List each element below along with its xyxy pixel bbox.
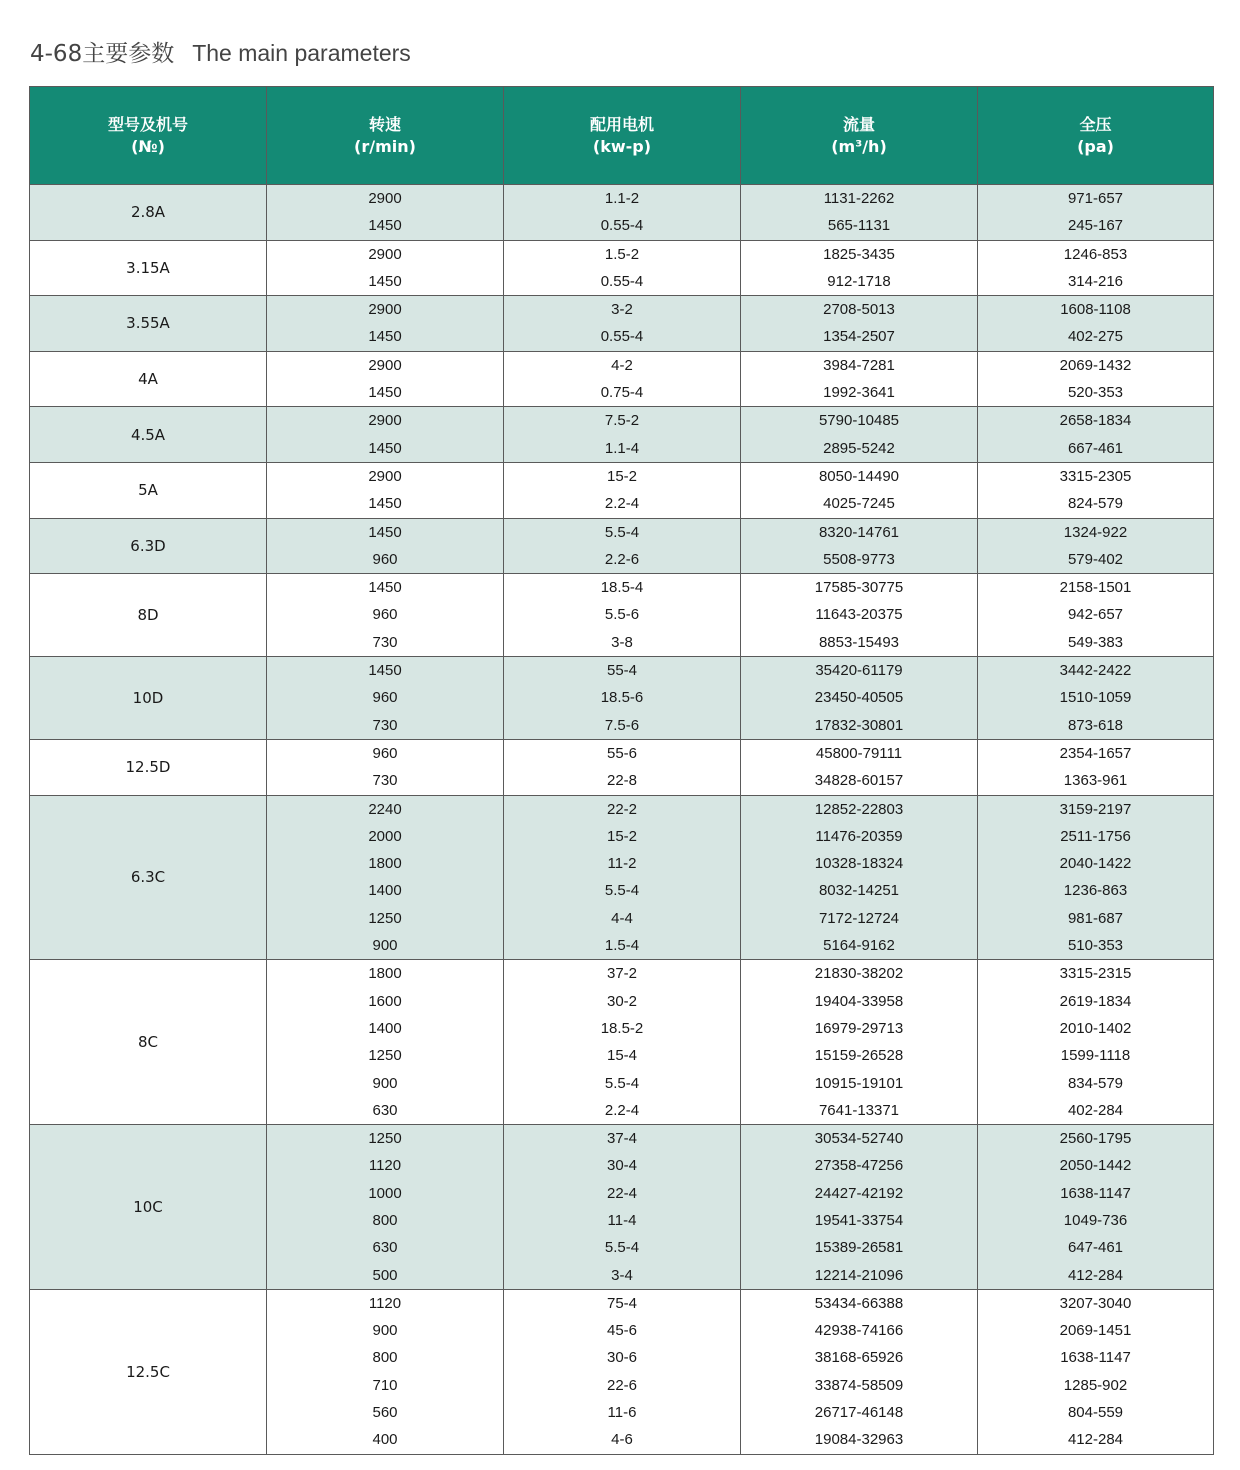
flow-value: 53434-66388 xyxy=(814,1294,904,1312)
pressure-value: 3159-2197 xyxy=(1059,800,1132,818)
model-cell: 8D xyxy=(30,574,267,657)
speed-cell xyxy=(267,518,504,574)
motor-cell xyxy=(504,407,741,463)
pressure-value: 667-461 xyxy=(1067,439,1124,457)
pressure-value: 2069-1432 xyxy=(1059,356,1132,374)
speed-cell xyxy=(267,574,504,657)
page-title xyxy=(30,36,411,70)
model-cell: 12.5D xyxy=(30,739,267,795)
table-row xyxy=(30,351,1214,407)
model-cell: 3.55A xyxy=(30,296,267,352)
table-row xyxy=(30,462,1214,518)
speed-value: 1250 xyxy=(368,1047,402,1065)
motor-value: 30-2 xyxy=(606,992,638,1010)
flow-cell xyxy=(741,574,978,657)
speed-value: 710 xyxy=(372,1376,398,1394)
speed-cell xyxy=(267,185,504,241)
table-row xyxy=(30,574,1214,657)
table-row xyxy=(30,407,1214,463)
header-speed-unit: (r/min) xyxy=(354,136,416,156)
motor-value: 22-2 xyxy=(606,800,638,818)
motor-cell xyxy=(504,518,741,574)
speed-value: 960 xyxy=(372,606,398,624)
table-row xyxy=(30,1125,1214,1290)
speed-cell xyxy=(267,657,504,740)
speed-value: 2000 xyxy=(368,827,402,845)
motor-value: 3-8 xyxy=(611,633,633,651)
motor-value: 1.1-2 xyxy=(604,190,640,207)
pressure-cell xyxy=(978,1125,1214,1290)
header-pressure xyxy=(978,87,1214,185)
motor-value: 7.5-2 xyxy=(604,412,640,430)
speed-value: 1400 xyxy=(368,882,402,900)
page-title-cn: 4-68主要参数 xyxy=(30,41,175,67)
pressure-value: 1363-961 xyxy=(1063,772,1128,790)
motor-value: 45-6 xyxy=(606,1322,638,1340)
motor-value: 2.2-4 xyxy=(604,1101,640,1119)
pressure-cell xyxy=(978,795,1214,960)
speed-value: 1450 xyxy=(368,217,402,235)
model-cell: 10C xyxy=(30,1125,267,1290)
flow-cell xyxy=(741,1289,978,1454)
motor-value: 11-2 xyxy=(607,855,637,873)
speed-value: 1450 xyxy=(368,662,402,680)
motor-value: 30-4 xyxy=(606,1157,638,1175)
table-row xyxy=(30,795,1214,960)
pressure-value: 1246-853 xyxy=(1063,245,1128,263)
flow-value: 8853-15493 xyxy=(818,633,900,651)
speed-value: 2900 xyxy=(368,356,402,374)
flow-value: 565-1131 xyxy=(827,217,891,235)
speed-value: 1250 xyxy=(368,1130,402,1148)
motor-value: 11-6 xyxy=(607,1404,637,1422)
flow-cell xyxy=(741,407,978,463)
flow-value: 3984-7281 xyxy=(823,356,895,374)
speed-value: 1800 xyxy=(368,855,402,873)
model-cell: 4.5A xyxy=(30,407,267,463)
motor-cell xyxy=(504,795,741,960)
motor-value: 0.55-4 xyxy=(600,217,644,235)
pressure-cell xyxy=(978,407,1214,463)
motor-value: 15-4 xyxy=(606,1047,638,1065)
pressure-cell xyxy=(978,739,1214,795)
pressure-value: 3315-2315 xyxy=(1059,965,1132,983)
motor-value: 22-6 xyxy=(606,1376,638,1394)
header-model xyxy=(30,87,267,185)
header-pressure-unit: (pa) xyxy=(1077,136,1114,156)
speed-value: 1450 xyxy=(368,439,402,457)
motor-value: 5.5-6 xyxy=(604,606,640,624)
motor-value: 7.5-6 xyxy=(604,716,640,734)
flow-value: 15389-26581 xyxy=(814,1239,904,1257)
flow-value: 15159-26528 xyxy=(814,1047,904,1065)
pressure-value: 1638-1147 xyxy=(1060,1184,1131,1202)
speed-value: 2900 xyxy=(368,190,402,207)
speed-value: 900 xyxy=(372,937,398,955)
speed-cell xyxy=(267,351,504,407)
flow-value: 19541-33754 xyxy=(814,1211,904,1229)
parameters-table xyxy=(29,86,1214,1455)
pressure-value: 1599-1118 xyxy=(1060,1047,1131,1065)
pressure-cell xyxy=(978,657,1214,740)
table-row xyxy=(30,960,1214,1125)
motor-value: 18.5-4 xyxy=(600,579,644,597)
pressure-value: 2354-1657 xyxy=(1059,744,1132,762)
pressure-value: 824-579 xyxy=(1067,495,1124,513)
flow-cell xyxy=(741,657,978,740)
pressure-value: 981-687 xyxy=(1067,909,1124,927)
model-cell: 5A xyxy=(30,462,267,518)
motor-cell xyxy=(504,185,741,241)
flow-value: 4025-7245 xyxy=(823,495,895,513)
pressure-value: 3207-3040 xyxy=(1059,1294,1132,1312)
pressure-value: 2010-1402 xyxy=(1059,1019,1132,1037)
model-cell: 3.15A xyxy=(30,240,267,296)
speed-value: 1250 xyxy=(368,909,402,927)
pressure-value: 1608-1108 xyxy=(1060,301,1131,319)
table-body xyxy=(30,185,1214,1455)
header-speed xyxy=(267,87,504,185)
speed-value: 1450 xyxy=(368,328,402,346)
pressure-value: 402-284 xyxy=(1067,1101,1124,1119)
speed-value: 800 xyxy=(372,1349,398,1367)
flow-cell xyxy=(741,462,978,518)
flow-cell xyxy=(741,296,978,352)
flow-value: 11476-20359 xyxy=(815,827,903,845)
flow-cell xyxy=(741,1125,978,1290)
speed-value: 1450 xyxy=(368,384,402,402)
header-pressure-name: 全压 xyxy=(1079,114,1112,134)
flow-value: 8050-14490 xyxy=(818,467,900,485)
motor-cell xyxy=(504,1289,741,1454)
motor-value: 5.5-4 xyxy=(604,1239,640,1257)
pressure-value: 3315-2305 xyxy=(1059,467,1132,485)
pressure-cell xyxy=(978,351,1214,407)
motor-value: 0.55-4 xyxy=(600,272,644,290)
table-row xyxy=(30,518,1214,574)
motor-value: 15-2 xyxy=(606,827,638,845)
speed-cell xyxy=(267,795,504,960)
pressure-cell xyxy=(978,240,1214,296)
table-row xyxy=(30,657,1214,740)
speed-value: 730 xyxy=(372,633,398,651)
motor-value: 4-2 xyxy=(611,356,633,374)
pressure-value: 1236-863 xyxy=(1063,882,1128,900)
speed-cell xyxy=(267,1289,504,1454)
pressure-value: 1638-1147 xyxy=(1060,1349,1131,1367)
speed-cell xyxy=(267,296,504,352)
flow-value: 1992-3641 xyxy=(823,384,895,402)
flow-cell xyxy=(741,518,978,574)
pressure-value: 2560-1795 xyxy=(1059,1130,1132,1148)
motor-value: 22-4 xyxy=(606,1184,638,1202)
model-cell: 8C xyxy=(30,960,267,1125)
header-speed-name: 转速 xyxy=(368,114,401,134)
pressure-cell xyxy=(978,960,1214,1125)
flow-value: 17832-30801 xyxy=(814,716,904,734)
flow-value: 7641-13371 xyxy=(818,1101,900,1119)
flow-value: 19404-33958 xyxy=(814,992,904,1010)
speed-value: 1000 xyxy=(368,1184,402,1202)
motor-value: 2.2-6 xyxy=(604,550,640,568)
flow-value: 38168-65926 xyxy=(814,1349,904,1367)
speed-value: 800 xyxy=(372,1211,398,1229)
flow-value: 11643-20375 xyxy=(815,606,903,624)
flow-value: 21830-38202 xyxy=(814,965,904,983)
flow-value: 16979-29713 xyxy=(814,1019,904,1037)
pressure-value: 1324-922 xyxy=(1063,523,1128,541)
pressure-value: 2069-1451 xyxy=(1059,1322,1132,1340)
speed-value: 1450 xyxy=(368,523,402,541)
motor-value: 4-4 xyxy=(611,909,633,927)
speed-cell xyxy=(267,1125,504,1290)
pressure-value: 2658-1834 xyxy=(1059,412,1132,430)
model-cell: 4A xyxy=(30,351,267,407)
motor-cell xyxy=(504,296,741,352)
speed-value: 2900 xyxy=(368,301,402,319)
speed-value: 630 xyxy=(372,1101,398,1119)
header-motor-name: 配用电机 xyxy=(589,114,654,134)
flow-value: 42938-74166 xyxy=(814,1322,904,1340)
flow-value: 33874-58509 xyxy=(814,1376,904,1394)
motor-value: 30-6 xyxy=(606,1349,638,1367)
speed-value: 1450 xyxy=(368,579,402,597)
pressure-value: 3442-2422 xyxy=(1059,662,1132,680)
speed-value: 960 xyxy=(372,550,398,568)
model-cell: 12.5C xyxy=(30,1289,267,1454)
pressure-value: 834-579 xyxy=(1067,1074,1124,1092)
speed-value: 960 xyxy=(372,689,398,707)
header-motor-unit: (kw-p) xyxy=(592,136,652,156)
flow-value: 27358-47256 xyxy=(814,1157,904,1175)
flow-cell xyxy=(741,185,978,241)
pressure-value: 647-461 xyxy=(1067,1239,1124,1257)
pressure-value: 2511-1756 xyxy=(1060,827,1131,845)
pressure-value: 520-353 xyxy=(1067,384,1124,402)
pressure-value: 245-167 xyxy=(1067,217,1124,235)
table-row xyxy=(30,185,1214,241)
pressure-cell xyxy=(978,1289,1214,1454)
motor-value: 55-6 xyxy=(606,744,638,762)
flow-cell xyxy=(741,739,978,795)
pressure-value: 510-353 xyxy=(1067,937,1124,955)
pressure-value: 971-657 xyxy=(1067,190,1124,207)
speed-value: 2900 xyxy=(368,412,402,430)
speed-value: 1600 xyxy=(368,992,402,1010)
model-cell: 6.3D xyxy=(30,518,267,574)
pressure-value: 2158-1501 xyxy=(1059,579,1132,597)
motor-value: 5.5-4 xyxy=(604,1074,640,1092)
pressure-value: 314-216 xyxy=(1067,272,1124,290)
pressure-cell xyxy=(978,185,1214,241)
pressure-value: 402-275 xyxy=(1067,328,1124,346)
motor-value: 3-4 xyxy=(611,1266,633,1284)
speed-value: 960 xyxy=(372,744,398,762)
flow-value: 23450-40505 xyxy=(814,689,904,707)
flow-value: 5790-10485 xyxy=(818,412,900,430)
pressure-value: 1285-902 xyxy=(1063,1376,1128,1394)
flow-value: 30534-52740 xyxy=(814,1130,904,1148)
header-motor xyxy=(504,87,741,185)
motor-value: 1.1-4 xyxy=(604,439,640,457)
speed-value: 1800 xyxy=(368,965,402,983)
speed-value: 500 xyxy=(372,1266,398,1284)
table-row xyxy=(30,240,1214,296)
flow-value: 8032-14251 xyxy=(818,882,900,900)
pressure-cell xyxy=(978,518,1214,574)
flow-value: 7172-12724 xyxy=(818,909,900,927)
flow-value: 8320-14761 xyxy=(818,523,900,541)
model-cell: 6.3C xyxy=(30,795,267,960)
motor-value: 1.5-4 xyxy=(604,937,640,955)
table-header-row xyxy=(30,87,1214,185)
speed-value: 1120 xyxy=(368,1157,402,1175)
speed-value: 400 xyxy=(372,1431,398,1449)
speed-cell xyxy=(267,739,504,795)
motor-cell xyxy=(504,574,741,657)
model-cell: 10D xyxy=(30,657,267,740)
speed-cell xyxy=(267,407,504,463)
flow-value: 2708-5013 xyxy=(823,301,895,319)
pressure-value: 1049-736 xyxy=(1063,1211,1128,1229)
speed-value: 1450 xyxy=(368,272,402,290)
motor-cell xyxy=(504,739,741,795)
page-title-en: The main parameters xyxy=(192,40,411,66)
speed-value: 900 xyxy=(372,1322,398,1340)
speed-value: 1120 xyxy=(368,1294,402,1312)
speed-value: 730 xyxy=(372,772,398,790)
motor-cell xyxy=(504,462,741,518)
motor-cell xyxy=(504,657,741,740)
motor-value: 3-2 xyxy=(611,301,633,319)
motor-value: 11-4 xyxy=(607,1211,637,1229)
flow-value: 19084-32963 xyxy=(814,1431,904,1449)
table-row xyxy=(30,1289,1214,1454)
speed-cell xyxy=(267,240,504,296)
motor-value: 2.2-4 xyxy=(604,495,640,513)
motor-value: 4-6 xyxy=(611,1431,633,1449)
flow-value: 17585-30775 xyxy=(814,579,904,597)
flow-value: 26717-46148 xyxy=(814,1404,904,1422)
flow-cell xyxy=(741,795,978,960)
motor-value: 37-4 xyxy=(606,1130,638,1148)
flow-cell xyxy=(741,351,978,407)
header-flow-name: 流量 xyxy=(842,114,875,134)
flow-value: 45800-79111 xyxy=(815,744,903,762)
pressure-value: 873-618 xyxy=(1067,716,1124,734)
speed-value: 630 xyxy=(372,1239,398,1257)
flow-value: 34828-60157 xyxy=(814,772,904,790)
motor-value: 18.5-2 xyxy=(600,1019,644,1037)
flow-value: 10915-19101 xyxy=(814,1074,904,1092)
flow-value: 10328-18324 xyxy=(814,855,904,873)
speed-cell xyxy=(267,462,504,518)
motor-value: 5.5-4 xyxy=(604,882,640,900)
speed-value: 560 xyxy=(372,1404,398,1422)
speed-value: 900 xyxy=(372,1074,398,1092)
pressure-value: 412-284 xyxy=(1067,1431,1124,1449)
flow-value: 1354-2507 xyxy=(823,328,895,346)
motor-cell xyxy=(504,351,741,407)
speed-cell xyxy=(267,960,504,1125)
pressure-value: 2050-1442 xyxy=(1059,1157,1132,1175)
flow-value: 1131-2262 xyxy=(823,190,895,207)
speed-value: 730 xyxy=(372,716,398,734)
flow-value: 5508-9773 xyxy=(823,550,895,568)
flow-value: 2895-5242 xyxy=(823,439,895,457)
motor-cell xyxy=(504,240,741,296)
flow-value: 12852-22803 xyxy=(814,800,904,818)
pressure-cell xyxy=(978,296,1214,352)
header-flow xyxy=(741,87,978,185)
flow-cell xyxy=(741,240,978,296)
header-model-name: 型号及机号 xyxy=(107,114,188,134)
motor-value: 22-8 xyxy=(606,772,638,790)
flow-value: 12214-21096 xyxy=(814,1266,904,1284)
motor-value: 5.5-4 xyxy=(604,523,640,541)
pressure-value: 942-657 xyxy=(1067,606,1124,624)
motor-cell xyxy=(504,1125,741,1290)
header-flow-unit: (m³/h) xyxy=(831,136,887,156)
motor-value: 55-4 xyxy=(606,662,638,680)
motor-value: 0.75-4 xyxy=(600,384,644,402)
speed-value: 1450 xyxy=(368,495,402,513)
table-row xyxy=(30,296,1214,352)
speed-value: 2240 xyxy=(368,800,402,818)
pressure-value: 804-559 xyxy=(1067,1404,1124,1422)
pressure-value: 412-284 xyxy=(1067,1266,1124,1284)
flow-value: 912-1718 xyxy=(827,272,891,290)
pressure-value: 2619-1834 xyxy=(1059,992,1132,1010)
pressure-value: 2040-1422 xyxy=(1059,855,1132,873)
motor-value: 1.5-2 xyxy=(604,245,640,263)
flow-value: 24427-42192 xyxy=(814,1184,904,1202)
pressure-value: 549-383 xyxy=(1067,633,1124,651)
header-model-unit: (№) xyxy=(131,136,165,156)
speed-value: 2900 xyxy=(368,245,402,263)
flow-value: 35420-61179 xyxy=(815,662,903,680)
flow-cell xyxy=(741,960,978,1125)
pressure-cell xyxy=(978,462,1214,518)
pressure-cell xyxy=(978,574,1214,657)
speed-value: 2900 xyxy=(368,467,402,485)
motor-value: 18.5-6 xyxy=(600,689,644,707)
motor-value: 15-2 xyxy=(606,467,638,485)
pressure-value: 579-402 xyxy=(1067,550,1124,568)
motor-value: 0.55-4 xyxy=(600,328,644,346)
pressure-value: 1510-1059 xyxy=(1059,689,1132,707)
motor-value: 75-4 xyxy=(606,1294,638,1312)
speed-value: 1400 xyxy=(368,1019,402,1037)
model-cell: 2.8A xyxy=(30,185,267,241)
flow-value: 1825-3435 xyxy=(823,245,895,263)
flow-value: 5164-9162 xyxy=(823,937,895,955)
table-row xyxy=(30,739,1214,795)
motor-value: 37-2 xyxy=(606,965,638,983)
motor-cell xyxy=(504,960,741,1125)
